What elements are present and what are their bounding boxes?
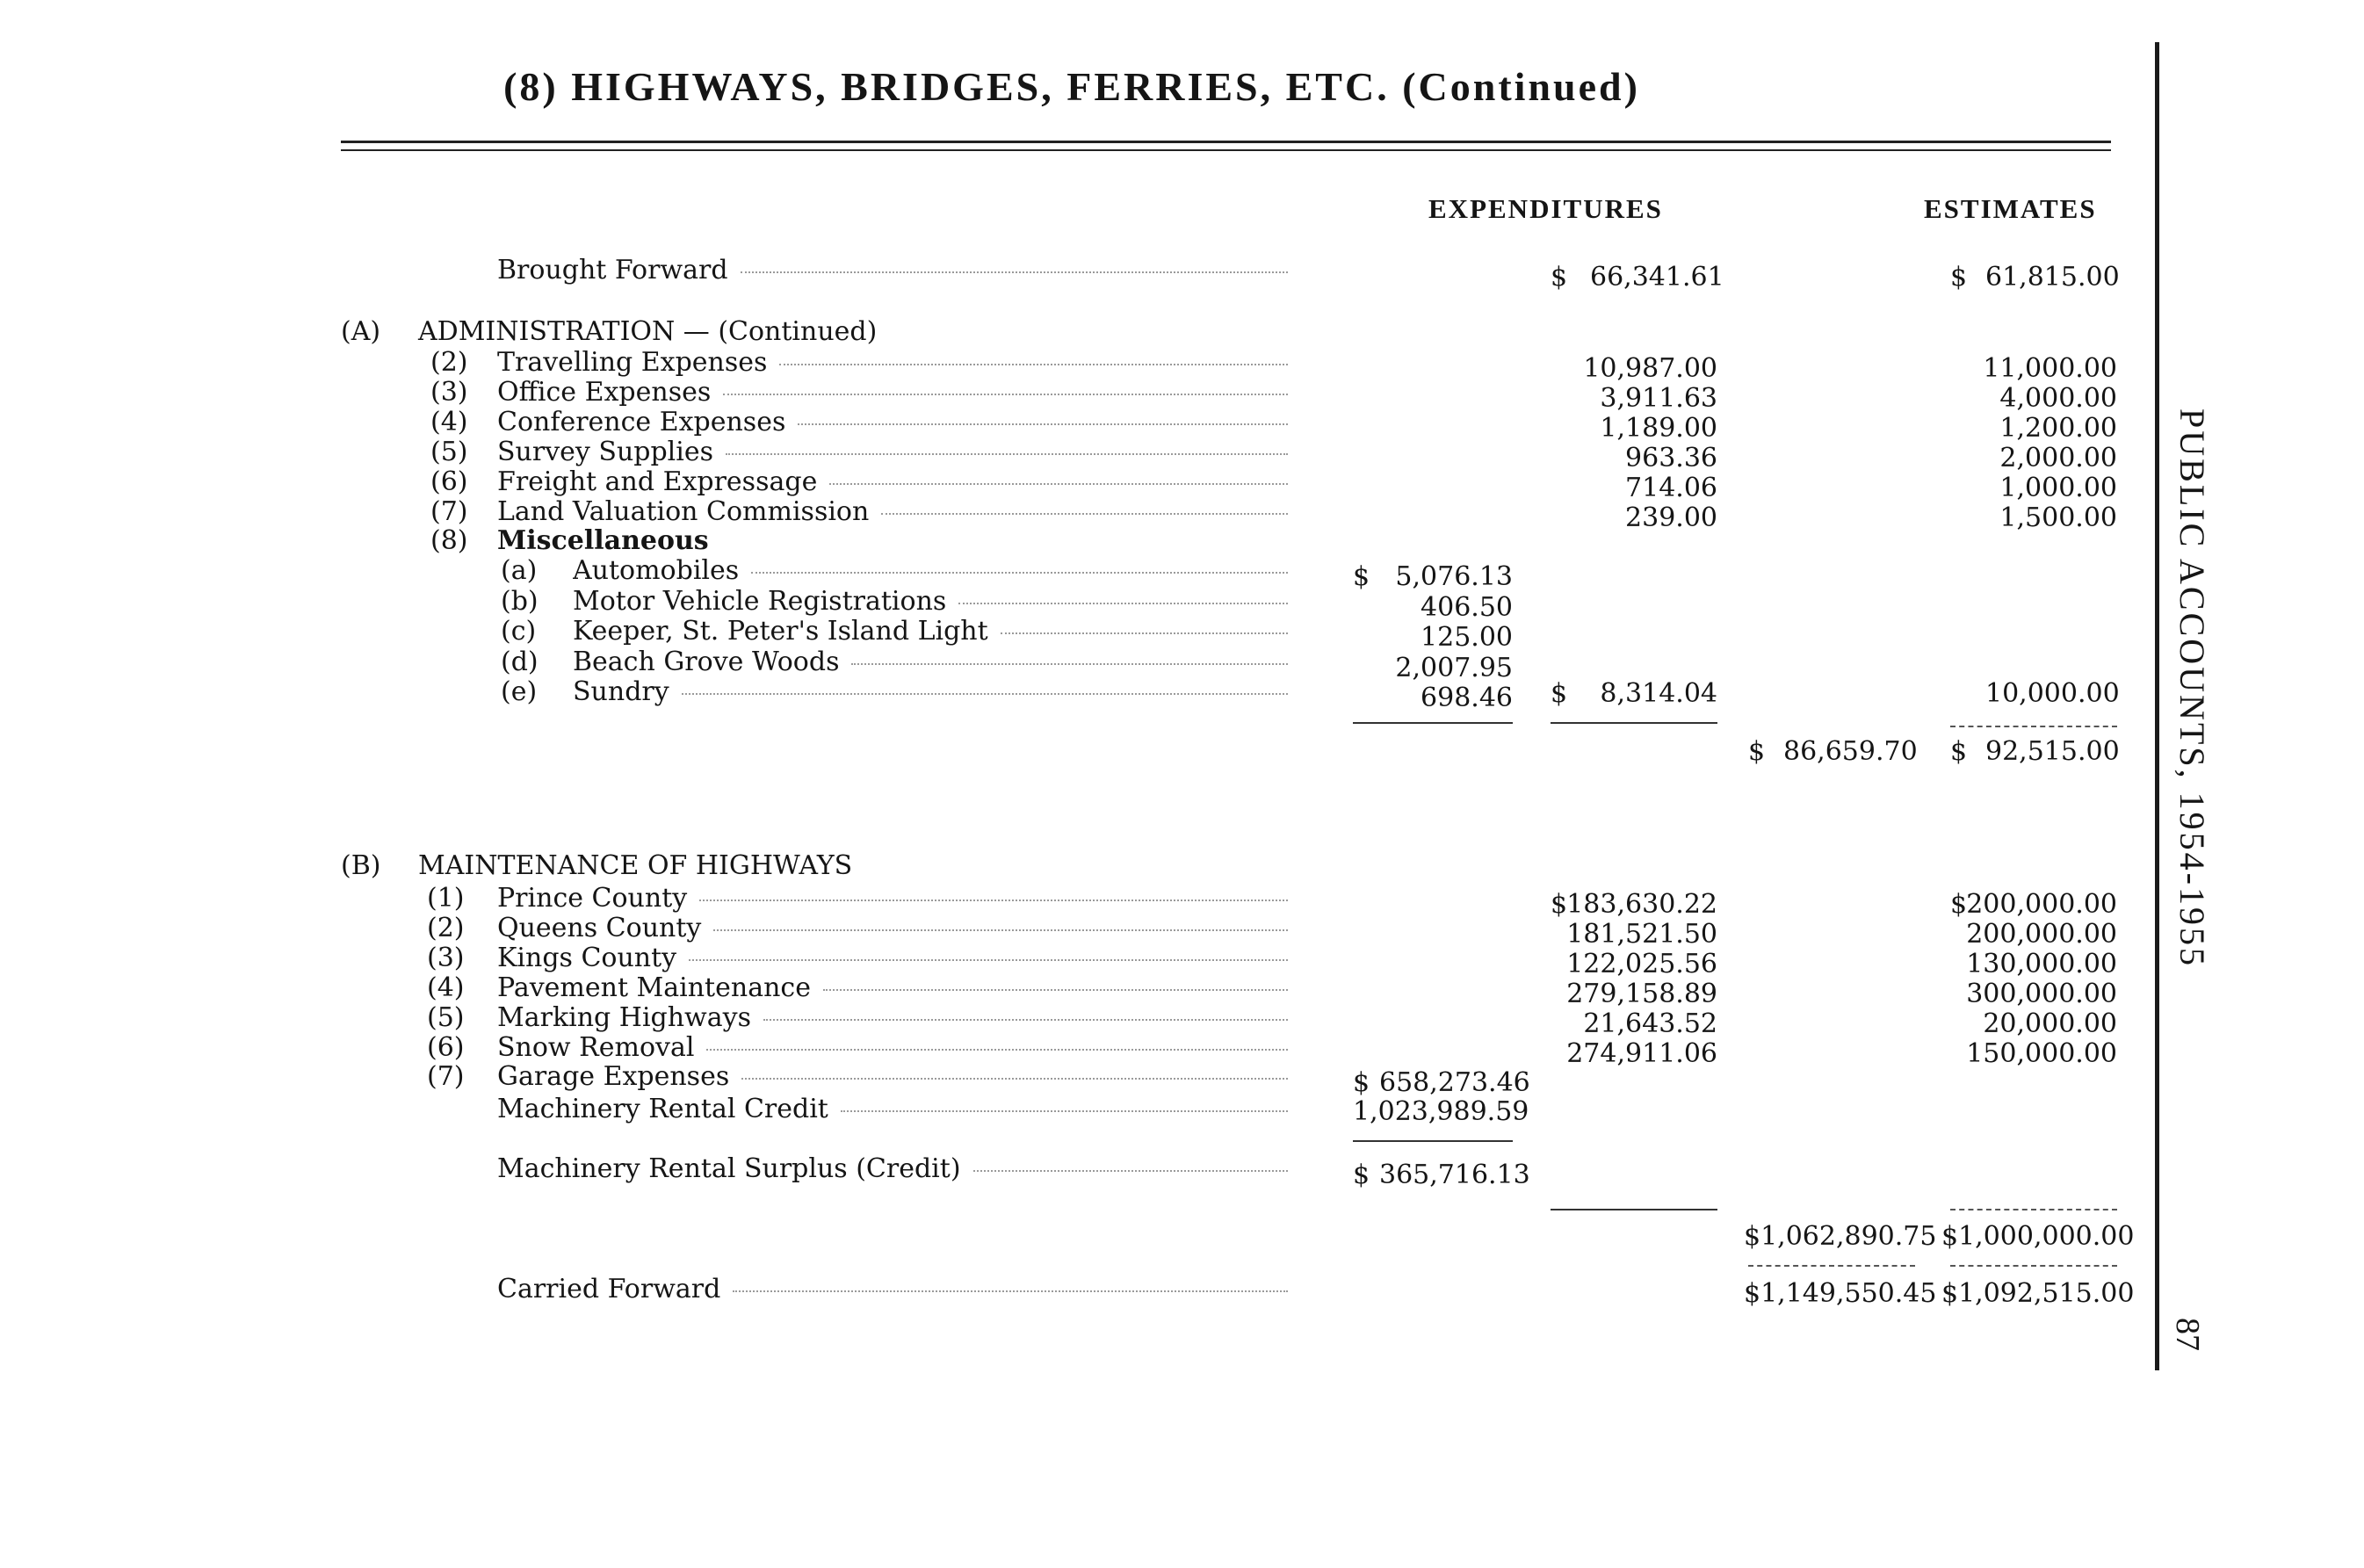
leader-dots xyxy=(726,453,1288,455)
item-number: (4) xyxy=(430,407,468,437)
leader-dots xyxy=(829,483,1288,485)
leader-dots xyxy=(958,603,1288,604)
item-number: (1) xyxy=(427,883,465,914)
highway-item-label: Snow Removal xyxy=(497,1032,695,1063)
highway-item-row xyxy=(497,972,1288,1004)
dollar-sign: $ xyxy=(1551,262,1568,293)
leader-dots xyxy=(841,1110,1288,1112)
misc-subitem-row xyxy=(573,676,1288,708)
leader-dots xyxy=(733,1290,1288,1292)
item-estimate: 300,000.00 xyxy=(1966,979,2117,1009)
leader-dots xyxy=(723,394,1288,395)
item-number: (6) xyxy=(427,1032,465,1063)
highway-item-row xyxy=(497,913,1288,944)
item-number: (3) xyxy=(430,377,468,408)
header-rule-bottom xyxy=(341,149,2111,151)
item-estimate: 1,200.00 xyxy=(1999,413,2117,444)
item-estimate: 2,000.00 xyxy=(1999,443,2117,473)
highway-item-label: Kings County xyxy=(497,943,677,973)
section-b-total-estimate: $1,000,000.00 xyxy=(1941,1221,2135,1252)
item-expenditure: 122,025.56 xyxy=(1566,949,1717,979)
item-expenditure: 279,158.89 xyxy=(1566,979,1717,1009)
admin-item-label: Survey Supplies xyxy=(497,437,714,467)
subitem-letter: (c) xyxy=(501,616,537,647)
leader-dots xyxy=(706,1049,1288,1051)
underline xyxy=(1950,1265,2117,1267)
machinery-credit-label: Machinery Rental Credit xyxy=(497,1094,828,1124)
page-title: (8) HIGHWAYS, BRIDGES, FERRIES, ETC. (Continued) xyxy=(503,64,1640,109)
dollar-sign: $ xyxy=(1353,1160,1370,1190)
carried-forward-label: Carried Forward xyxy=(497,1274,721,1304)
dollar-sign: $ xyxy=(1551,678,1568,709)
machinery-credit-row xyxy=(497,1094,1288,1125)
page-number: 87 xyxy=(2169,1318,2206,1351)
highway-item-label: Prince County xyxy=(497,883,688,914)
misc-subitem-label: Sundry xyxy=(573,676,669,707)
section-a-total-estimate: 92,515.00 xyxy=(1985,736,2120,767)
admin-item-row xyxy=(497,347,1288,379)
item-estimate: 200,000.00 xyxy=(1966,889,2117,920)
item-expenditure: 181,521.50 xyxy=(1566,919,1717,950)
misc-subitem-row xyxy=(573,616,1288,647)
machinery-credit-amount: 1,023,989.59 xyxy=(1353,1096,1529,1127)
underline xyxy=(1551,722,1717,724)
leader-dots xyxy=(689,959,1288,961)
leader-dots xyxy=(851,663,1288,665)
admin-item-row xyxy=(497,496,1288,528)
item-estimate: 20,000.00 xyxy=(1983,1008,2117,1039)
item-expenditure: 963.36 xyxy=(1625,443,1717,473)
section-a-marker: (A) xyxy=(341,316,381,347)
admin-item-row xyxy=(497,437,1288,468)
misc-subitem-label: Keeper, St. Peter's Island Light xyxy=(573,616,988,647)
highway-item-label: Pavement Maintenance xyxy=(497,972,811,1003)
item-estimate: 1,000.00 xyxy=(1999,473,2117,503)
admin-item-label: Freight and Expressage xyxy=(497,466,818,497)
subitem-letter: (d) xyxy=(501,647,539,677)
dollar-sign: $ xyxy=(1950,889,1968,920)
brought-forward-row xyxy=(497,255,1288,286)
admin-item-label: Conference Expenses xyxy=(497,407,786,437)
leader-dots xyxy=(682,693,1288,695)
section-b-marker: (B) xyxy=(341,850,381,881)
underline xyxy=(1748,1265,1915,1267)
admin-item-label: Land Valuation Commission xyxy=(497,496,870,527)
item-expenditure: 183,630.22 xyxy=(1566,889,1717,920)
section-b-title: MAINTENANCE OF HIGHWAYS xyxy=(418,850,853,881)
admin-item-row xyxy=(497,377,1288,408)
leader-dots xyxy=(751,572,1288,574)
dollar-sign: $ xyxy=(1950,736,1968,767)
garage-label: Garage Expenses xyxy=(497,1061,730,1092)
item-number: (3) xyxy=(427,943,465,973)
subitem-amount: 125.00 xyxy=(1421,622,1513,653)
item-expenditure: 274,911.06 xyxy=(1566,1038,1717,1069)
underline xyxy=(1950,726,2117,727)
garage-number: (7) xyxy=(427,1061,465,1092)
leader-dots xyxy=(798,423,1288,425)
leader-dots xyxy=(881,513,1288,515)
carried-forward-expenditure: $1,149,550.45 xyxy=(1744,1278,1937,1309)
leader-dots xyxy=(823,989,1288,991)
highway-item-row xyxy=(497,1032,1288,1064)
leader-dots xyxy=(699,900,1288,901)
misc-number: (8) xyxy=(430,525,468,556)
subitem-amount: 5,076.13 xyxy=(1395,561,1513,592)
underline xyxy=(1353,1140,1513,1142)
subitem-letter: (a) xyxy=(501,555,538,586)
item-estimate: 130,000.00 xyxy=(1966,949,2117,979)
highway-item-row xyxy=(497,883,1288,914)
item-number: (2) xyxy=(430,347,468,378)
dollar-sign: $ xyxy=(1950,262,1968,293)
item-expenditure: 21,643.52 xyxy=(1583,1008,1717,1039)
section-b-total-expenditure: $1,062,890.75 xyxy=(1744,1221,1937,1252)
item-number: (5) xyxy=(430,437,468,467)
misc-total: 8,314.04 xyxy=(1600,678,1717,709)
carried-forward-estimate: $1,092,515.00 xyxy=(1941,1278,2135,1309)
item-estimate: 11,000.00 xyxy=(1983,353,2117,384)
item-expenditure: 1,189.00 xyxy=(1600,413,1717,444)
highway-item-label: Queens County xyxy=(497,913,702,943)
machinery-surplus-amount: 365,716.13 xyxy=(1379,1160,1530,1190)
admin-item-row xyxy=(497,466,1288,498)
dollar-sign: $ xyxy=(1353,1067,1370,1098)
brought-forward-expenditure: 66,341.61 xyxy=(1590,262,1724,293)
subitem-letter: (b) xyxy=(501,586,539,617)
admin-item-row xyxy=(497,407,1288,438)
misc-subitem-label: Motor Vehicle Registrations xyxy=(573,586,947,617)
subitem-letter: (e) xyxy=(501,676,538,707)
machinery-surplus-label: Machinery Rental Surplus (Credit) xyxy=(497,1153,961,1184)
item-estimate: 1,500.00 xyxy=(1999,502,2117,533)
dollar-sign: $ xyxy=(1353,561,1370,592)
misc-subitem-row xyxy=(573,586,1288,618)
item-estimate: 200,000.00 xyxy=(1966,919,2117,950)
dollar-sign: $ xyxy=(1551,889,1568,920)
misc-subitem-row xyxy=(573,555,1288,587)
brought-forward-label: Brought Forward xyxy=(497,255,728,285)
brought-forward-estimate: 61,815.00 xyxy=(1985,262,2120,293)
highway-item-row xyxy=(497,1002,1288,1034)
leader-dots xyxy=(779,364,1288,365)
misc-subitem-label: Beach Grove Woods xyxy=(573,647,840,677)
misc-label: Miscellaneous xyxy=(497,525,709,556)
leader-dots xyxy=(1001,632,1288,634)
leader-dots xyxy=(713,929,1288,931)
machinery-surplus-row xyxy=(497,1153,1288,1185)
section-a-total-expenditure: 86,659.70 xyxy=(1783,736,1918,767)
running-title: PUBLIC ACCOUNTS, 1954-1955 xyxy=(2172,408,2212,968)
dollar-sign: $ xyxy=(1748,736,1766,767)
subitem-amount: 698.46 xyxy=(1421,683,1513,713)
leader-dots xyxy=(741,271,1288,273)
subitem-amount: 2,007.95 xyxy=(1395,653,1513,683)
highway-item-label: Marking Highways xyxy=(497,1002,751,1033)
misc-subitem-row xyxy=(573,647,1288,678)
item-expenditure: 714.06 xyxy=(1625,473,1717,503)
admin-item-label: Office Expenses xyxy=(497,377,712,408)
misc-subitem-label: Automobiles xyxy=(573,555,740,586)
highway-item-row xyxy=(497,943,1288,974)
item-number: (4) xyxy=(427,972,465,1003)
underline xyxy=(1551,1209,1717,1210)
item-estimate: 150,000.00 xyxy=(1966,1038,2117,1069)
leader-dots xyxy=(741,1078,1288,1080)
item-expenditure: 3,911.63 xyxy=(1600,383,1717,414)
misc-estimate: 10,000.00 xyxy=(1985,678,2120,709)
item-number: (5) xyxy=(427,1002,465,1033)
subitem-amount: 406.50 xyxy=(1421,592,1513,623)
column-header-estimates: ESTIMATES xyxy=(1924,193,2097,224)
column-header-expenditures: EXPENDITURES xyxy=(1428,193,1663,224)
item-number: (6) xyxy=(430,466,468,497)
garage-amount: 658,273.46 xyxy=(1379,1067,1530,1098)
section-a-title: ADMINISTRATION — (Continued) xyxy=(418,316,878,347)
item-expenditure: 10,987.00 xyxy=(1583,353,1717,384)
garage-row xyxy=(497,1061,1288,1093)
leader-dots xyxy=(973,1170,1288,1172)
underline xyxy=(1950,1209,2117,1210)
header-rule-top xyxy=(341,141,2111,143)
item-number: (7) xyxy=(430,496,468,527)
underline xyxy=(1353,722,1513,724)
carried-forward-row xyxy=(497,1274,1288,1305)
admin-item-label: Travelling Expenses xyxy=(497,347,768,378)
item-number: (2) xyxy=(427,913,465,943)
item-estimate: 4,000.00 xyxy=(1999,383,2117,414)
item-expenditure: 239.00 xyxy=(1625,502,1717,533)
leader-dots xyxy=(763,1019,1288,1021)
